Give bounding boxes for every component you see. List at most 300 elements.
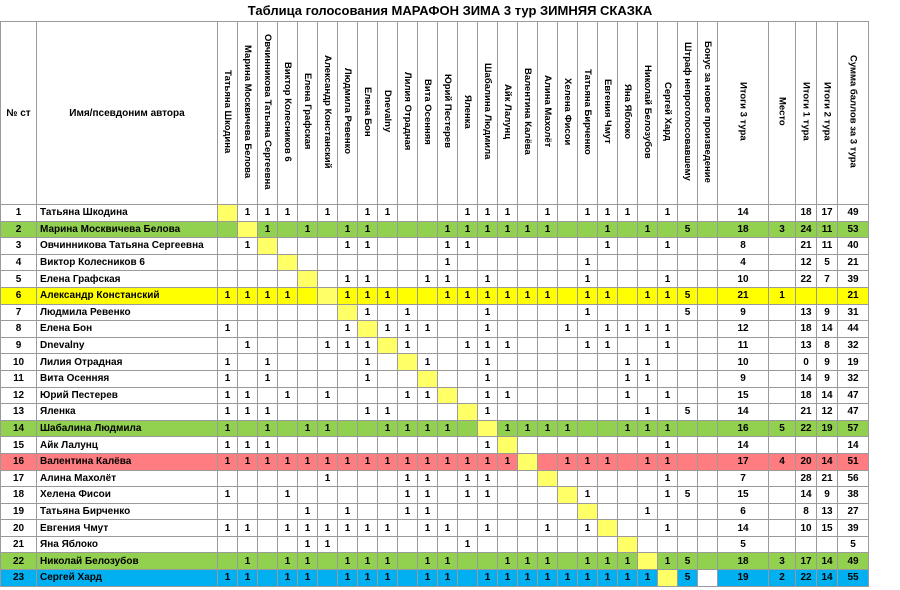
bonus-cell	[698, 487, 718, 504]
vote-cell	[518, 370, 538, 387]
vote-cell	[598, 354, 618, 371]
vote-cell: 1	[358, 453, 378, 470]
vote-cell	[438, 487, 458, 504]
vote-cell: 1	[358, 287, 378, 304]
header-voter: Людмила Ревенко	[338, 22, 358, 205]
total1-cell: 24	[796, 221, 817, 238]
table-row	[1, 337, 869, 354]
vote-cell	[638, 205, 658, 222]
vote-cell	[498, 437, 518, 454]
vote-cell: 1	[618, 420, 638, 437]
total2-cell: 14	[817, 553, 838, 570]
vote-cell	[218, 553, 238, 570]
vote-cell: 1	[378, 453, 398, 470]
vote-cell: 1	[438, 221, 458, 238]
total1-cell: 12	[796, 254, 817, 271]
penalty-cell	[678, 271, 698, 288]
vote-cell	[318, 487, 338, 504]
header-voter: Сергей Хард	[658, 22, 678, 205]
place-cell	[769, 238, 796, 255]
vote-cell	[658, 536, 678, 553]
vote-cell: 1	[478, 437, 498, 454]
total2-cell: 12	[817, 404, 838, 421]
vote-cell: 1	[578, 254, 598, 271]
vote-cell	[598, 536, 618, 553]
vote-cell	[618, 271, 638, 288]
row-number: 20	[1, 520, 37, 537]
vote-cell: 1	[358, 337, 378, 354]
vote-cell: 1	[298, 420, 318, 437]
table-title: Таблица голосования МАРАФОН ЗИМА 3 тур ЗИМНЯЯ СКАЗКА	[247, 3, 653, 18]
vote-cell: 1	[458, 470, 478, 487]
header-voter: Вита Осенняя	[418, 22, 438, 205]
vote-cell: 1	[338, 453, 358, 470]
total1-cell: 21	[796, 404, 817, 421]
vote-cell: 1	[378, 570, 398, 587]
vote-cell	[538, 503, 558, 520]
vote-cell: 1	[658, 420, 678, 437]
header-voter: Татьяна Шкодина	[218, 22, 238, 205]
place-cell: 5	[769, 420, 796, 437]
vote-cell	[458, 271, 478, 288]
vote-cell	[478, 536, 498, 553]
vote-cell	[598, 370, 618, 387]
vote-cell: 1	[618, 370, 638, 387]
vote-cell	[658, 354, 678, 371]
vote-cell	[318, 370, 338, 387]
vote-cell	[558, 536, 578, 553]
vote-cell: 1	[338, 271, 358, 288]
total1-cell: 22	[796, 271, 817, 288]
vote-cell: 1	[498, 205, 518, 222]
row-number: 9	[1, 337, 37, 354]
vote-cell	[278, 420, 298, 437]
table-row	[1, 205, 869, 222]
vote-cell	[418, 205, 438, 222]
author-name: Сергей Хард	[37, 570, 218, 587]
vote-cell	[438, 404, 458, 421]
vote-cell: 1	[478, 287, 498, 304]
vote-cell: 1	[538, 570, 558, 587]
vote-cell: 1	[478, 205, 498, 222]
vote-cell: 1	[578, 520, 598, 537]
header-voter: Валентина Калёва	[518, 22, 538, 205]
bonus-cell	[698, 370, 718, 387]
vote-cell: 1	[598, 205, 618, 222]
header-voter: Яна Яблоко	[618, 22, 638, 205]
vote-cell	[318, 553, 338, 570]
vote-cell	[378, 337, 398, 354]
vote-cell: 1	[358, 520, 378, 537]
vote-cell: 1	[638, 453, 658, 470]
place-cell	[769, 254, 796, 271]
vote-cell: 1	[498, 337, 518, 354]
vote-cell: 1	[438, 453, 458, 470]
vote-cell	[298, 321, 318, 338]
vote-cell	[498, 238, 518, 255]
sum-cell: 47	[838, 404, 869, 421]
vote-cell	[278, 370, 298, 387]
vote-cell	[298, 404, 318, 421]
header-voter: Айк Лалунц	[498, 22, 518, 205]
table-row	[1, 321, 869, 338]
vote-cell	[438, 354, 458, 371]
vote-cell	[418, 337, 438, 354]
vote-cell: 1	[218, 453, 238, 470]
vote-cell: 1	[618, 354, 638, 371]
vote-cell	[618, 470, 638, 487]
vote-cell: 1	[238, 238, 258, 255]
vote-cell	[558, 553, 578, 570]
vote-cell: 1	[438, 520, 458, 537]
vote-cell	[358, 420, 378, 437]
header-sum: Сумма баллов за 3 тура	[838, 22, 869, 205]
sum-cell: 49	[838, 205, 869, 222]
vote-cell	[618, 487, 638, 504]
vote-cell	[218, 470, 238, 487]
penalty-cell	[678, 520, 698, 537]
vote-cell: 1	[298, 453, 318, 470]
vote-cell	[638, 254, 658, 271]
vote-cell	[258, 337, 278, 354]
vote-cell	[658, 570, 678, 587]
table-row	[1, 453, 869, 470]
row-number: 12	[1, 387, 37, 404]
vote-cell	[578, 221, 598, 238]
vote-cell	[438, 337, 458, 354]
vote-cell	[318, 503, 338, 520]
vote-cell	[578, 321, 598, 338]
vote-cell	[618, 503, 638, 520]
vote-cell: 1	[338, 553, 358, 570]
vote-cell	[518, 254, 538, 271]
vote-cell	[498, 470, 518, 487]
vote-cell	[538, 337, 558, 354]
vote-cell	[458, 321, 478, 338]
total2-cell: 17	[817, 205, 838, 222]
vote-cell: 1	[258, 221, 278, 238]
vote-cell: 1	[658, 437, 678, 454]
vote-cell: 1	[478, 404, 498, 421]
vote-cell: 1	[358, 553, 378, 570]
vote-cell: 1	[658, 287, 678, 304]
row-number: 11	[1, 370, 37, 387]
vote-cell: 1	[458, 238, 478, 255]
vote-cell	[398, 437, 418, 454]
vote-cell	[498, 370, 518, 387]
vote-cell	[238, 354, 258, 371]
row-number: 22	[1, 553, 37, 570]
vote-cell	[558, 487, 578, 504]
sum-cell: 32	[838, 370, 869, 387]
total1-cell: 10	[796, 520, 817, 537]
vote-cell: 1	[438, 254, 458, 271]
vote-cell: 1	[638, 221, 658, 238]
vote-cell	[558, 205, 578, 222]
vote-cell: 1	[298, 520, 318, 537]
vote-cell	[598, 254, 618, 271]
vote-cell: 1	[418, 453, 438, 470]
vote-cell	[618, 404, 638, 421]
vote-cell	[518, 387, 538, 404]
vote-cell: 1	[658, 453, 678, 470]
row-number: 15	[1, 437, 37, 454]
vote-cell: 1	[218, 287, 238, 304]
total1-cell: 22	[796, 420, 817, 437]
vote-cell: 1	[338, 520, 358, 537]
vote-cell	[598, 520, 618, 537]
penalty-cell	[678, 321, 698, 338]
vote-cell: 1	[598, 321, 618, 338]
vote-cell: 1	[398, 337, 418, 354]
penalty-cell	[678, 354, 698, 371]
total2-cell: 11	[817, 238, 838, 255]
vote-cell	[238, 503, 258, 520]
vote-cell	[338, 470, 358, 487]
author-name: Татьяна Бирченко	[37, 503, 218, 520]
vote-cell	[518, 470, 538, 487]
total1-cell: 21	[796, 238, 817, 255]
total2-cell: 8	[817, 337, 838, 354]
vote-cell	[358, 254, 378, 271]
place-cell	[769, 487, 796, 504]
vote-cell	[538, 453, 558, 470]
vote-cell	[538, 387, 558, 404]
vote-cell: 1	[418, 520, 438, 537]
vote-cell	[618, 453, 638, 470]
vote-cell: 1	[478, 487, 498, 504]
vote-cell: 1	[338, 221, 358, 238]
row-number: 21	[1, 536, 37, 553]
header-voter: Хелена Фисои	[558, 22, 578, 205]
place-cell: 1	[769, 287, 796, 304]
table-row	[1, 437, 869, 454]
sum-cell: 44	[838, 321, 869, 338]
vote-cell: 1	[418, 553, 438, 570]
header-bonus: Бонус за новое произведение	[698, 22, 718, 205]
vote-cell: 1	[478, 337, 498, 354]
vote-cell	[538, 536, 558, 553]
vote-cell: 1	[238, 337, 258, 354]
author-name: Валентина Калёва	[37, 453, 218, 470]
vote-cell: 1	[618, 205, 638, 222]
vote-cell	[258, 238, 278, 255]
vote-cell	[518, 536, 538, 553]
vote-cell	[598, 437, 618, 454]
vote-cell: 1	[358, 238, 378, 255]
vote-cell	[318, 321, 338, 338]
vote-cell	[578, 536, 598, 553]
vote-cell: 1	[458, 337, 478, 354]
vote-cell	[558, 437, 578, 454]
vote-cell	[318, 354, 338, 371]
vote-cell	[298, 254, 318, 271]
place-cell	[769, 470, 796, 487]
total2-cell: 13	[817, 503, 838, 520]
table-row	[1, 420, 869, 437]
vote-cell: 1	[538, 287, 558, 304]
vote-cell	[218, 254, 238, 271]
vote-cell: 1	[238, 453, 258, 470]
row-number: 10	[1, 354, 37, 371]
place-cell	[769, 304, 796, 321]
author-name: Николай Белозубов	[37, 553, 218, 570]
vote-cell	[438, 304, 458, 321]
vote-cell	[318, 238, 338, 255]
vote-cell	[538, 238, 558, 255]
vote-cell: 1	[238, 404, 258, 421]
vote-cell: 1	[318, 337, 338, 354]
penalty-cell	[678, 420, 698, 437]
vote-cell: 1	[218, 437, 238, 454]
vote-cell	[258, 254, 278, 271]
total1-cell: 18	[796, 205, 817, 222]
vote-cell	[518, 437, 538, 454]
bonus-cell	[698, 254, 718, 271]
vote-cell	[558, 287, 578, 304]
sum-cell: 53	[838, 221, 869, 238]
vote-cell: 1	[418, 487, 438, 504]
vote-cell	[238, 321, 258, 338]
vote-cell: 1	[218, 420, 238, 437]
total2-cell: 14	[817, 387, 838, 404]
vote-cell: 1	[398, 487, 418, 504]
vote-cell	[358, 487, 378, 504]
vote-cell	[458, 553, 478, 570]
vote-cell: 1	[578, 337, 598, 354]
total2-cell: 9	[817, 354, 838, 371]
vote-cell	[598, 420, 618, 437]
vote-cell	[598, 304, 618, 321]
author-name: Айк Лалунц	[37, 437, 218, 454]
vote-cell: 1	[418, 420, 438, 437]
table-row	[1, 254, 869, 271]
vote-cell: 1	[498, 387, 518, 404]
bonus-cell	[698, 437, 718, 454]
row-number: 8	[1, 321, 37, 338]
vote-cell	[238, 487, 258, 504]
total2-cell: 15	[817, 520, 838, 537]
row-number: 16	[1, 453, 37, 470]
vote-cell: 1	[558, 570, 578, 587]
vote-cell: 1	[638, 503, 658, 520]
vote-cell: 1	[478, 520, 498, 537]
vote-cell	[438, 536, 458, 553]
vote-cell: 1	[358, 304, 378, 321]
vote-cell: 1	[218, 370, 238, 387]
vote-cell	[278, 503, 298, 520]
vote-cell	[538, 254, 558, 271]
vote-cell: 1	[278, 453, 298, 470]
vote-cell: 1	[278, 205, 298, 222]
sum-cell: 39	[838, 520, 869, 537]
vote-cell	[238, 420, 258, 437]
place-cell: 3	[769, 553, 796, 570]
vote-cell	[638, 337, 658, 354]
sum-cell: 51	[838, 453, 869, 470]
bonus-cell	[698, 354, 718, 371]
vote-cell: 1	[578, 487, 598, 504]
vote-cell	[378, 487, 398, 504]
vote-cell: 1	[658, 487, 678, 504]
total1-cell	[796, 536, 817, 553]
vote-cell	[578, 470, 598, 487]
row-number: 18	[1, 487, 37, 504]
vote-cell	[498, 520, 518, 537]
author-name: Хелена Фисои	[37, 487, 218, 504]
vote-cell: 1	[418, 271, 438, 288]
vote-cell	[498, 536, 518, 553]
vote-cell	[398, 570, 418, 587]
vote-cell: 1	[538, 553, 558, 570]
header-voter: Татьяна Бирченко	[578, 22, 598, 205]
vote-cell: 1	[558, 420, 578, 437]
vote-cell	[218, 503, 238, 520]
vote-cell	[558, 404, 578, 421]
vote-cell: 1	[478, 470, 498, 487]
vote-cell: 1	[398, 470, 418, 487]
total3-cell: 5	[718, 536, 769, 553]
vote-cell: 1	[298, 221, 318, 238]
total2-cell: 14	[817, 570, 838, 587]
vote-cell	[618, 520, 638, 537]
place-cell	[769, 520, 796, 537]
vote-cell	[258, 536, 278, 553]
vote-cell	[478, 254, 498, 271]
vote-cell	[458, 304, 478, 321]
vote-cell	[478, 420, 498, 437]
vote-cell	[638, 304, 658, 321]
table-row	[1, 536, 869, 553]
sum-cell: 19	[838, 354, 869, 371]
vote-cell: 1	[298, 536, 318, 553]
vote-cell: 1	[258, 354, 278, 371]
vote-cell: 1	[478, 221, 498, 238]
vote-cell	[578, 420, 598, 437]
total3-cell: 14	[718, 437, 769, 454]
penalty-cell	[678, 337, 698, 354]
total2-cell	[817, 536, 838, 553]
vote-cell: 1	[558, 321, 578, 338]
vote-cell	[378, 304, 398, 321]
penalty-cell	[678, 536, 698, 553]
vote-cell: 1	[358, 205, 378, 222]
penalty-cell	[678, 387, 698, 404]
vote-cell: 1	[238, 553, 258, 570]
vote-cell	[358, 536, 378, 553]
vote-cell	[598, 404, 618, 421]
vote-cell	[298, 238, 318, 255]
sum-cell: 14	[838, 437, 869, 454]
place-cell	[769, 404, 796, 421]
vote-cell	[538, 404, 558, 421]
vote-cell	[538, 321, 558, 338]
total1-cell	[796, 437, 817, 454]
total2-cell	[817, 287, 838, 304]
vote-cell	[398, 354, 418, 371]
header-voter: Виктор Колесников 6	[278, 22, 298, 205]
total1-cell: 14	[796, 370, 817, 387]
place-cell	[769, 437, 796, 454]
vote-cell	[238, 271, 258, 288]
place-cell	[769, 536, 796, 553]
sum-cell: 38	[838, 487, 869, 504]
vote-cell	[558, 221, 578, 238]
vote-cell	[618, 221, 638, 238]
vote-cell	[338, 254, 358, 271]
vote-cell: 1	[578, 570, 598, 587]
vote-cell	[258, 553, 278, 570]
